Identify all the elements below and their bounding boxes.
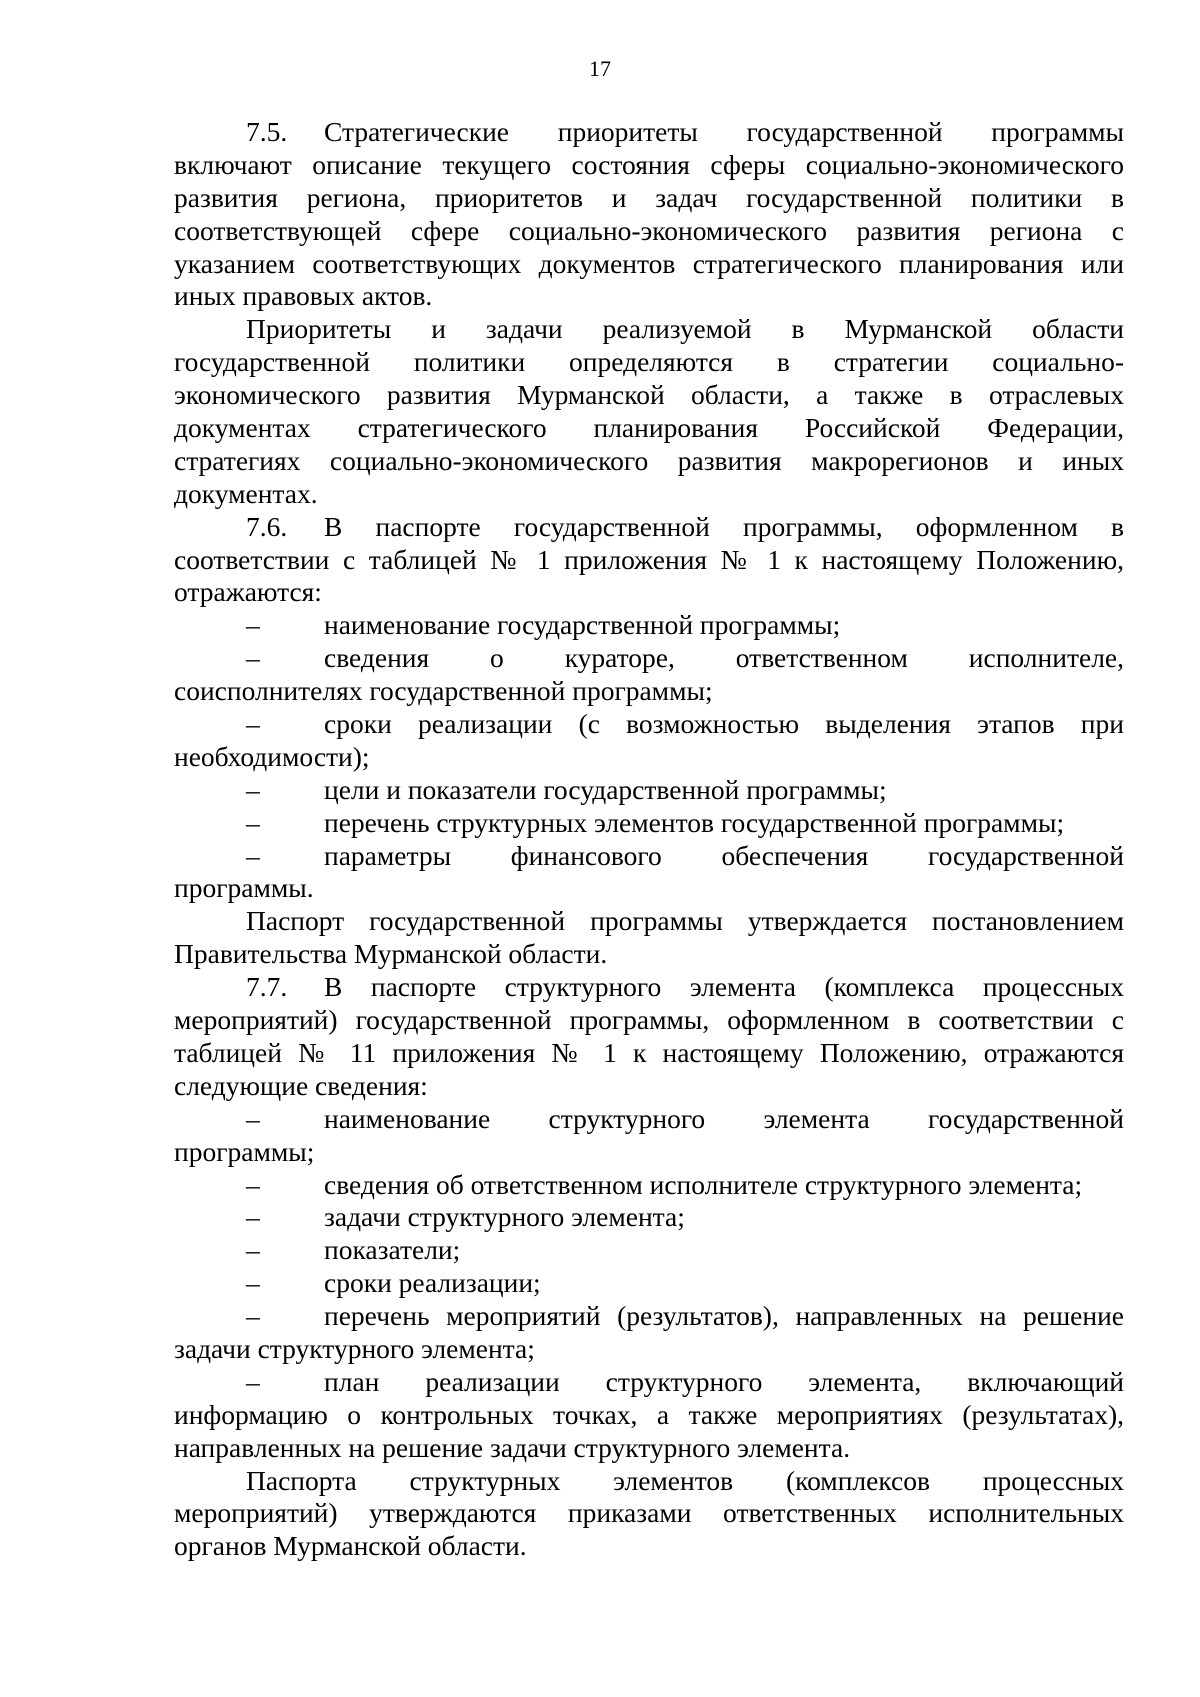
line-text: следующие сведения: (174, 1069, 428, 1101)
line-text: программы. (174, 872, 314, 904)
line-text: наименование государственной программы; (324, 609, 841, 641)
text-line (174, 1432, 1124, 1465)
text-line (174, 840, 1124, 873)
line-text: указанием соответствующих документов стратегического планирования или (174, 247, 1124, 279)
text-line (174, 675, 1124, 708)
line-text: отражаются: (174, 576, 322, 608)
document-body (174, 116, 1124, 1563)
list-dash: – (246, 1300, 260, 1332)
line-text: перечень мероприятий (результатов), направленных на решение (324, 1300, 1124, 1332)
text-line (174, 1234, 1124, 1267)
text-line (174, 971, 1124, 1004)
line-text: задачи структурного элемента; (324, 1201, 685, 1233)
text-line (174, 708, 1124, 741)
text-line (174, 1497, 1124, 1530)
text-line (174, 774, 1124, 807)
line-text: программы; (174, 1135, 315, 1167)
list-dash: – (246, 806, 260, 838)
text-line (174, 1465, 1124, 1498)
text-line (174, 1103, 1124, 1136)
line-text: стратегиях социально-экономического развития макрорегионов и иных (174, 444, 1124, 476)
line-text: мероприятий) государственной программы, оформленном в соответствии с (174, 1004, 1124, 1036)
line-text: государственной политики определяются в стратегии социально- (174, 346, 1124, 378)
line-text: В паспорте структурного элемента (комплекса процессных (324, 971, 1124, 1003)
line-text: документах стратегического планирования Российской Федерации, (174, 412, 1124, 444)
line-text: Приоритеты и задачи реализуемой в Мурманской области (246, 313, 1124, 345)
list-dash: – (246, 773, 260, 805)
list-dash: – (246, 708, 260, 740)
text-line (174, 149, 1124, 182)
line-text: экономического развития Мурманской области, а также в отраслевых (174, 379, 1124, 411)
text-line (174, 280, 1124, 313)
text-line (174, 807, 1124, 840)
text-line (174, 741, 1124, 774)
text-line (174, 1136, 1124, 1169)
text-line (174, 1267, 1124, 1300)
text-line (174, 1070, 1124, 1103)
line-text: задачи структурного элемента; (174, 1332, 535, 1364)
list-dash: – (246, 1365, 260, 1397)
text-line (174, 1037, 1124, 1070)
text-line (174, 1201, 1124, 1234)
text-line (174, 346, 1124, 379)
text-line (174, 905, 1124, 938)
line-text: иных правовых актов. (174, 280, 433, 312)
text-line (174, 1530, 1124, 1563)
text-line (174, 379, 1124, 412)
line-text: сроки реализации; (324, 1267, 541, 1299)
text-line (174, 609, 1124, 642)
line-text: информацию о контрольных точках, а также мероприятиях (результатах), (174, 1398, 1124, 1430)
text-line (174, 412, 1124, 445)
text-line (174, 576, 1124, 609)
line-text: сведения об ответственном исполнителе структурного элемента; (324, 1168, 1083, 1200)
list-dash: – (246, 1168, 260, 1200)
text-line (174, 1333, 1124, 1366)
text-line (174, 116, 1124, 149)
line-text: В паспорте государственной программы, оформленном в (324, 510, 1124, 542)
text-line (174, 1300, 1124, 1333)
line-text: соответствии с таблицей № 1 приложения № 1 к настоящему Положению, (174, 543, 1124, 575)
list-dash: – (246, 1102, 260, 1134)
text-line (174, 511, 1124, 544)
text-line (174, 1169, 1124, 1202)
text-line (174, 478, 1124, 511)
line-text: Паспорт государственной программы утверждается постановлением (246, 905, 1124, 937)
line-text: Стратегические приоритеты государственной программы (324, 116, 1124, 147)
line-text: соответствующей сфере социально-экономического развития региона с (174, 214, 1124, 246)
line-text: параметры финансового обеспечения государственной (324, 839, 1124, 871)
text-line (174, 313, 1124, 346)
list-dash: – (246, 1201, 260, 1233)
line-text: развития региона, приоритетов и задач государственной политики в (174, 181, 1124, 213)
list-dash: – (246, 1267, 260, 1299)
line-text: включают описание текущего состояния сферы социально-экономического (174, 148, 1124, 180)
line-text: органов Мурманской области. (174, 1530, 527, 1562)
text-line (174, 248, 1124, 281)
text-line (174, 1004, 1124, 1037)
list-dash: – (246, 609, 260, 641)
text-line (174, 642, 1124, 675)
text-line (174, 544, 1124, 577)
text-line (174, 182, 1124, 215)
section-number: 7.6. (246, 510, 288, 542)
page-number: 17 (589, 56, 611, 81)
line-text: мероприятий) утверждаются приказами ответственных исполнительных (174, 1497, 1124, 1529)
list-dash: – (246, 642, 260, 674)
line-text: план реализации структурного элемента, включающий (324, 1365, 1124, 1397)
text-line (174, 938, 1124, 971)
line-text: соисполнителях государственной программы; (174, 675, 713, 707)
line-text: наименование структурного элемента государственной (324, 1102, 1124, 1134)
line-text: показатели; (324, 1234, 461, 1266)
line-text: сроки реализации (с возможностью выделения этапов при (324, 708, 1124, 740)
section-number: 7.7. (246, 971, 288, 1003)
line-text: необходимости); (174, 740, 370, 772)
line-text: цели и показатели государственной программы; (324, 773, 887, 805)
text-line (174, 215, 1124, 248)
list-dash: – (246, 1234, 260, 1266)
line-text: Правительства Мурманской области. (174, 938, 608, 970)
text-line (174, 445, 1124, 478)
line-text: Паспорта структурных элементов (комплексов процессных (246, 1464, 1124, 1496)
list-dash: – (246, 839, 260, 871)
text-line (174, 1366, 1124, 1399)
text-line (174, 872, 1124, 905)
line-text: таблицей № 11 приложения № 1 к настоящему Положению, отражаются (174, 1036, 1124, 1068)
line-text: сведения о кураторе, ответственном исполнителе, (324, 642, 1124, 674)
text-line (174, 1399, 1124, 1432)
line-text: направленных на решение задачи структурного элемента. (174, 1431, 851, 1463)
section-number: 7.5. (246, 116, 288, 147)
line-text: перечень структурных элементов государственной программы; (324, 806, 1065, 838)
line-text: документах. (174, 477, 318, 509)
